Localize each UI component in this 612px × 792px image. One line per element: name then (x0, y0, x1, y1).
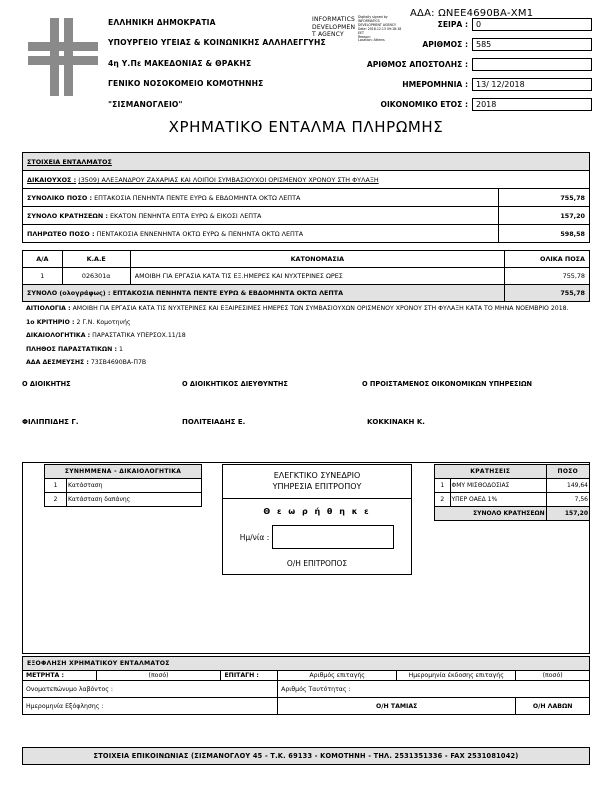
stamp-line-3: T AGENCY (312, 31, 344, 38)
beneficiary-row (23, 171, 590, 189)
arithmos-value[interactable]: 585 (472, 38, 592, 51)
settlement-date-row (23, 698, 590, 715)
kae-col-code: Κ.Α.Ε (62, 251, 130, 268)
deductions-total-value: 157,20 (546, 507, 589, 521)
page-title: ΧΡΗΜΑΤΙΚΟ ΕΝΤΑΛΜΑ ΠΛΗΡΩΜΗΣ (168, 118, 444, 136)
entalma-details-table (22, 152, 590, 243)
audit-approval-area (223, 499, 411, 574)
greek-cross-emblem (28, 18, 98, 96)
payable-value: 598,58 (499, 225, 590, 243)
attachment-num: 2 (45, 493, 67, 507)
settlement-title-row (23, 657, 590, 671)
deduction-name: ΥΠΕΡ ΟΑΕΔ 1% (450, 493, 546, 507)
deduction-num: 2 (435, 493, 451, 507)
table-row (23, 207, 590, 225)
table-row (23, 268, 590, 285)
table-row (435, 479, 590, 493)
commitment-ada-value: 73ΣΒ4690ΒΑ-Π7Β (90, 359, 147, 366)
signature-title-director: Ο ΔΙΟΙΚΗΤΗΣ (22, 380, 71, 388)
meta-field-seira (330, 16, 592, 33)
imerominia-label: ΗΜΕΡΟΜΗΝΙΑ : (402, 80, 468, 89)
kae-col-aa: Α/Α (23, 251, 63, 268)
org-line-5: "ΣΙΣΜΑΝΟΓΛΕΙΟ" (108, 99, 183, 109)
oikonomiko-etos-label: ΟΙΚΟΝΟΜΙΚΟ ΕΤΟΣ : (380, 100, 468, 109)
table-row (23, 189, 590, 207)
signature-titles-row (22, 380, 590, 388)
kae-total-amount: 755,78 (504, 285, 589, 302)
entalma-section-title: ΣΤΟΙΧΕΙΑ ΕΝΤΑΛΜΑΤΟΣ (23, 153, 590, 171)
settlement-date-label[interactable]: Ημερομηνία Εξόφλησης : (23, 698, 278, 715)
deduction-amount: 7,56 (546, 493, 589, 507)
justification-label: ΑΙΤΙΟΛΟΓΙΑ : (26, 305, 71, 312)
kae-row-amount: 755,78 (504, 268, 589, 285)
ada-label: ΑΔΑ: (410, 8, 435, 19)
table-section-header (23, 153, 590, 171)
kae-col-name: ΚΑΤΟΝΟΜΑΣΙΑ (130, 251, 504, 268)
meta-field-imerominia (330, 76, 592, 93)
attachment-text: Κατάσταση (66, 479, 201, 493)
attachment-text: Κατάσταση δαπάνης (66, 493, 201, 507)
kae-row-name: ΑΜΟΙΒΗ ΓΙΑ ΕΡΓΑΣΙΑ ΚΑΤΑ ΤΙΣ ΕΞ.ΗΜΕΡΕΣ ΚΑΙ ΝΥΧΤΕΡΙΝΕΣ ΩΡΕΣ (130, 268, 504, 285)
cashier-label: Ο/Η ΤΑΜΙΑΣ (278, 698, 516, 715)
deduction-amount: 149,64 (546, 479, 589, 493)
table-row (45, 493, 202, 507)
justification-text-2: ΤΟ ΜΗΝΑ ΝΟΕΜΒΡΙΟ 2018. (484, 305, 569, 312)
attachments-table (44, 464, 202, 507)
document-meta-fields (330, 16, 592, 116)
settlement-fields-row (23, 671, 590, 681)
audit-commissioner-label: Ο/Η ΕΠΙΤΡΟΠΟΣ (286, 559, 348, 568)
total-amount-value: 755,78 (499, 189, 590, 207)
signature-names-row (22, 418, 590, 426)
deductions-total-text: ΕΚΑΤΟΝ ΠΕΝΗΝΤΑ ΕΠΤΑ ΕΥΡΩ & ΕΙΚΟΣΙ ΛΕΠΤΑ (110, 211, 262, 220)
kae-table (22, 250, 590, 302)
stamp-line-2: DEVELOPMEN (312, 23, 356, 31)
cheque-date-label[interactable]: Ημερομηνία έκδοσης επιταγής (397, 671, 516, 681)
doc-count-row (26, 345, 586, 356)
deductions-total-row (435, 507, 590, 521)
deductions-total-label: ΣΥΝΟΛΟ ΚΡΑΤΗΣΕΩΝ : (27, 211, 108, 220)
doc-count-value: 1 (118, 345, 123, 353)
stamp-detail-5: EET (358, 30, 364, 35)
contact-footer: ΣΤΟΙΧΕΙΑ ΕΠΙΚΟΙΝΩΝΙΑΣ (ΣΙΣΜΑΝΟΓΛΟΥ 45 - Τ.Κ. 69133 - ΚΟΜΟΤΗΝΗ - ΤΗΛ. 2531351336 - FAX 2531081042) (22, 747, 590, 765)
deductions-total-label: ΣΥΝΟΛΟ ΚΡΑΤΗΣΕΩΝ (435, 507, 547, 521)
settlement-recipient-row (23, 681, 590, 698)
justification-block (26, 304, 586, 372)
stamp-detail-4: Date: 2018.12.13 09:18:18 (358, 26, 402, 31)
kae-row-aa: 1 (23, 268, 63, 285)
kae-total-row (23, 285, 590, 302)
imerominia-value[interactable]: 13/ 12/2018 (472, 78, 592, 91)
recipient-id-label[interactable]: Αριθμός Ταυτότητας : (278, 681, 590, 698)
beneficiary-label: ΔΙΚΑΙΟΥΧΟΣ : (27, 175, 77, 184)
meta-field-oikonomiko-etos (330, 96, 592, 113)
settlement-section (22, 656, 590, 715)
stamp-line-1: INFORMATICS (312, 16, 356, 23)
audit-date-field[interactable] (272, 525, 394, 549)
org-line-1: ΕΛΛΗΝΙΚΗ ΔΗΜΟΚΡΑΤΙΑ (108, 18, 216, 27)
justification-text-1: ΑΜΟΙΒΗ ΓΙΑ ΕΡΓΑΣΙΑ ΚΑΤΑ ΤΙΣ ΝΥΧΤΕΡΙΝΕΣ ΚΑΙ ΕΞΑΙΡΕΣΙΜΕΣ ΗΜΕΡΕΣ ΤΩΝ ΣΥΜΒΑΣΙΟΥΧΩΝ ΟΡΙΣΜΕΝΟΥ ΧΡΟΝΟΥ ΣΤΗ ΦΥΛΑΞΗ ΚΑΤΑ (72, 305, 483, 312)
meta-field-arithmos-apostolis (330, 56, 592, 73)
signature-name-admin-director: ΠΟΛΙΤΕΙΑΔΗΣ Ε. (182, 418, 246, 426)
signature-name-director: ΦΙΛΙΠΠΙΔΗΣ Γ. (22, 418, 79, 426)
seira-value[interactable]: 0 (472, 18, 592, 31)
cheque-label: ΕΠΙΤΑΓΗ : (221, 671, 278, 681)
deductions-header-amount: ΠΟΣΟ (546, 465, 589, 479)
table-row (23, 225, 590, 243)
audit-line-2: ΥΠΗΡΕΣΙΑ ΕΠΙΤΡΟΠΟΥ (272, 482, 362, 491)
org-line-3: 4η Υ.Πε ΜΑΚΕΔΟΝΙΑΣ & ΘΡΑΚΗΣ (108, 58, 252, 68)
attachment-num: 1 (45, 479, 67, 493)
cheque-amount-label[interactable]: (ποσό) (516, 671, 590, 681)
settlement-title: ΕΞΟΦΛΗΣΗ ΧΡΗΜΑΤΙΚΟΥ ΕΝΤΑΛΜΑΤΟΣ (23, 657, 590, 671)
deductions-table (434, 464, 590, 521)
receiver-label: Ο/Η ΛΑΒΩΝ (516, 698, 590, 715)
signature-title-admin-director: Ο ΔΙΟΙΚΗΤΙΚΟΣ ΔΙΕΥΘΥΝΤΗΣ (182, 380, 288, 388)
ada-value: ΩΝΕΕ4690ΒΑ-ΧΜ1 (438, 8, 534, 19)
attachments-header-row (45, 465, 202, 479)
cheque-number-label[interactable]: Αριθμός επιταγής (278, 671, 397, 681)
audit-office-header (223, 465, 411, 499)
commitment-ada-label: ΑΔΑ ΔΕΣΜΕΥΣΗΣ : (26, 359, 89, 366)
criterion-label: 1ο ΚΡΙΤΗΡΙΟ : (26, 318, 75, 326)
audit-line-1: ΕΛΕΓΚΤΙΚΟ ΣΥΝΕΔΡΙΟ (273, 471, 361, 480)
total-amount-label: ΣΥΝΟΛΙΚΟ ΠΟΣΟ : (27, 193, 93, 202)
meta-field-arithmos (330, 36, 592, 53)
beneficiary-value: (3509) ΑΛΕΞΑΝΔΡΟΥ ΖΑΧΑΡΙΑΣ ΚΑΙ ΛΟΙΠΟΙ ΣΥΜΒΑΣΙΟΥΧΟΙ ΟΡΙΣΜΕΝΟΥ ΧΡΟΝΟΥ ΣΤΗ ΦΥΛΑΞΗ (78, 175, 379, 184)
arithmos-apostolis-value[interactable] (472, 58, 592, 71)
supporting-docs-value: ΠΑΡΑΣΤΑΤΙΚΑ ΥΠΕΡΣΟΧ.11/18 (92, 332, 186, 339)
signature-name-finance-head: ΚΟΚΚΙΝΑΚΗ Κ. (367, 418, 425, 426)
audit-office-box (222, 464, 412, 575)
justification-paragraph (26, 304, 586, 315)
cash-label: ΜΕΤΡΗΤΑ : (23, 671, 97, 681)
org-line-4: ΓΕΝΙΚΟ ΝΟΣΟΚΟΜΕΙΟ ΚΟΜΟΤΗΝΗΣ (108, 79, 264, 89)
attachments-header: ΣΥΝΗΜΜΕΝΑ - ΔΙΚΑΙΟΛΟΓΗΤΙΚΑ (45, 465, 202, 479)
audit-approved-label: Θ ε ω ρ ή θ η κ ε (263, 507, 371, 516)
recipient-name-label[interactable]: Ονοματεπώνυμο λαβόντος : (23, 681, 278, 698)
deductions-header-name: ΚΡΑΤΗΣΕΙΣ (435, 465, 547, 479)
oikonomiko-etos-value[interactable]: 2018 (472, 98, 592, 111)
total-amount-text: ΕΠΤΑΚΟΣΙΑ ΠΕΝΗΝΤΑ ΠΕΝΤΕ ΕΥΡΩ & ΕΒΔΟΜΗΝΤΑ ΟΚΤΩ ΛΕΠΤΑ (94, 193, 301, 202)
arithmos-apostolis-label: ΑΡΙΘΜΟΣ ΑΠΟΣΤΟΛΗΣ : (366, 60, 468, 69)
supporting-docs-label: ΔΙΚΑΙΟΛΟΓΗΤΙΚΑ : (26, 332, 91, 339)
criterion-value: 2 Γ.Ν. Κομοτηνής (76, 318, 131, 326)
criterion-row (26, 318, 586, 329)
kae-row-code: 026301α (62, 268, 130, 285)
arithmos-label: ΑΡΙΘΜΟΣ : (422, 40, 468, 49)
stamp-detail-3: DEVELOPMENT AGENCY (358, 22, 396, 27)
kae-total-label: ΣΥΝΟΛΟ (ολογράφως) : ΕΠΤΑΚΟΣΙΑ ΠΕΝΗΝΤΑ ΠΕΝΤΕ ΕΥΡΩ & ΕΒΔΟΜΗΝΤΑ ΟΚΤΩ ΛΕΠΤΑ (23, 285, 505, 302)
stamp-detail-1: Digitally signed by (358, 15, 388, 19)
commitment-ada-row (26, 358, 586, 369)
kae-header-row (23, 251, 590, 268)
table-row (435, 493, 590, 507)
deductions-header-row (435, 465, 590, 479)
doc-count-label: ΠΛΗΘΟΣ ΠΑΡΑΣΤΑΤΙΚΩΝ : (26, 345, 117, 353)
stamp-detail-2: INFORMATICS (358, 18, 380, 23)
stamp-detail-6: Reason: (358, 34, 371, 39)
deduction-name: ΦΜΥ ΜΙΣΘΟΔΟΣΙΑΣ (450, 479, 546, 493)
org-line-2: ΥΠΟΥΡΓΕΙΟ ΥΓΕΙΑΣ & ΚΟΙΝΩΝΙΚΗΣ ΑΛΛΗΛΕΓΓΥΗΣ (108, 38, 326, 48)
deductions-total-value: 157,20 (499, 207, 590, 225)
payable-text: ΠΕΝΤΑΚΟΣΙΑ ΕΝΝΕΝΗΝΤΑ ΟΚΤΩ ΕΥΡΩ & ΠΕΝΗΝΤΑ ΟΚΤΩ ΛΕΠΤΑ (96, 229, 304, 238)
seira-label: ΣΕΙΡΑ : (437, 20, 468, 29)
table-row (45, 479, 202, 493)
kae-col-amount: ΟΛΙΚΑ ΠΟΣΑ (504, 251, 589, 268)
signature-title-finance-head: Ο ΠΡΟΙΣΤΑΜΕΝΟΣ ΟΙΚΟΝΟΜΙΚΩΝ ΥΠΗΡΕΣΙΩΝ (362, 380, 533, 388)
audit-date-label: Ημ/νία : (239, 532, 270, 542)
stamp-detail-7: Location: Athens (358, 38, 385, 43)
organization-block (108, 18, 326, 120)
cash-amount-label[interactable]: (ποσό) (96, 671, 221, 681)
supporting-docs-row (26, 331, 586, 342)
payable-label: ΠΛΗΡΩΤΕΟ ΠΟΣΟ : (27, 229, 95, 238)
deduction-num: 1 (435, 479, 451, 493)
audit-date-row (223, 525, 411, 549)
